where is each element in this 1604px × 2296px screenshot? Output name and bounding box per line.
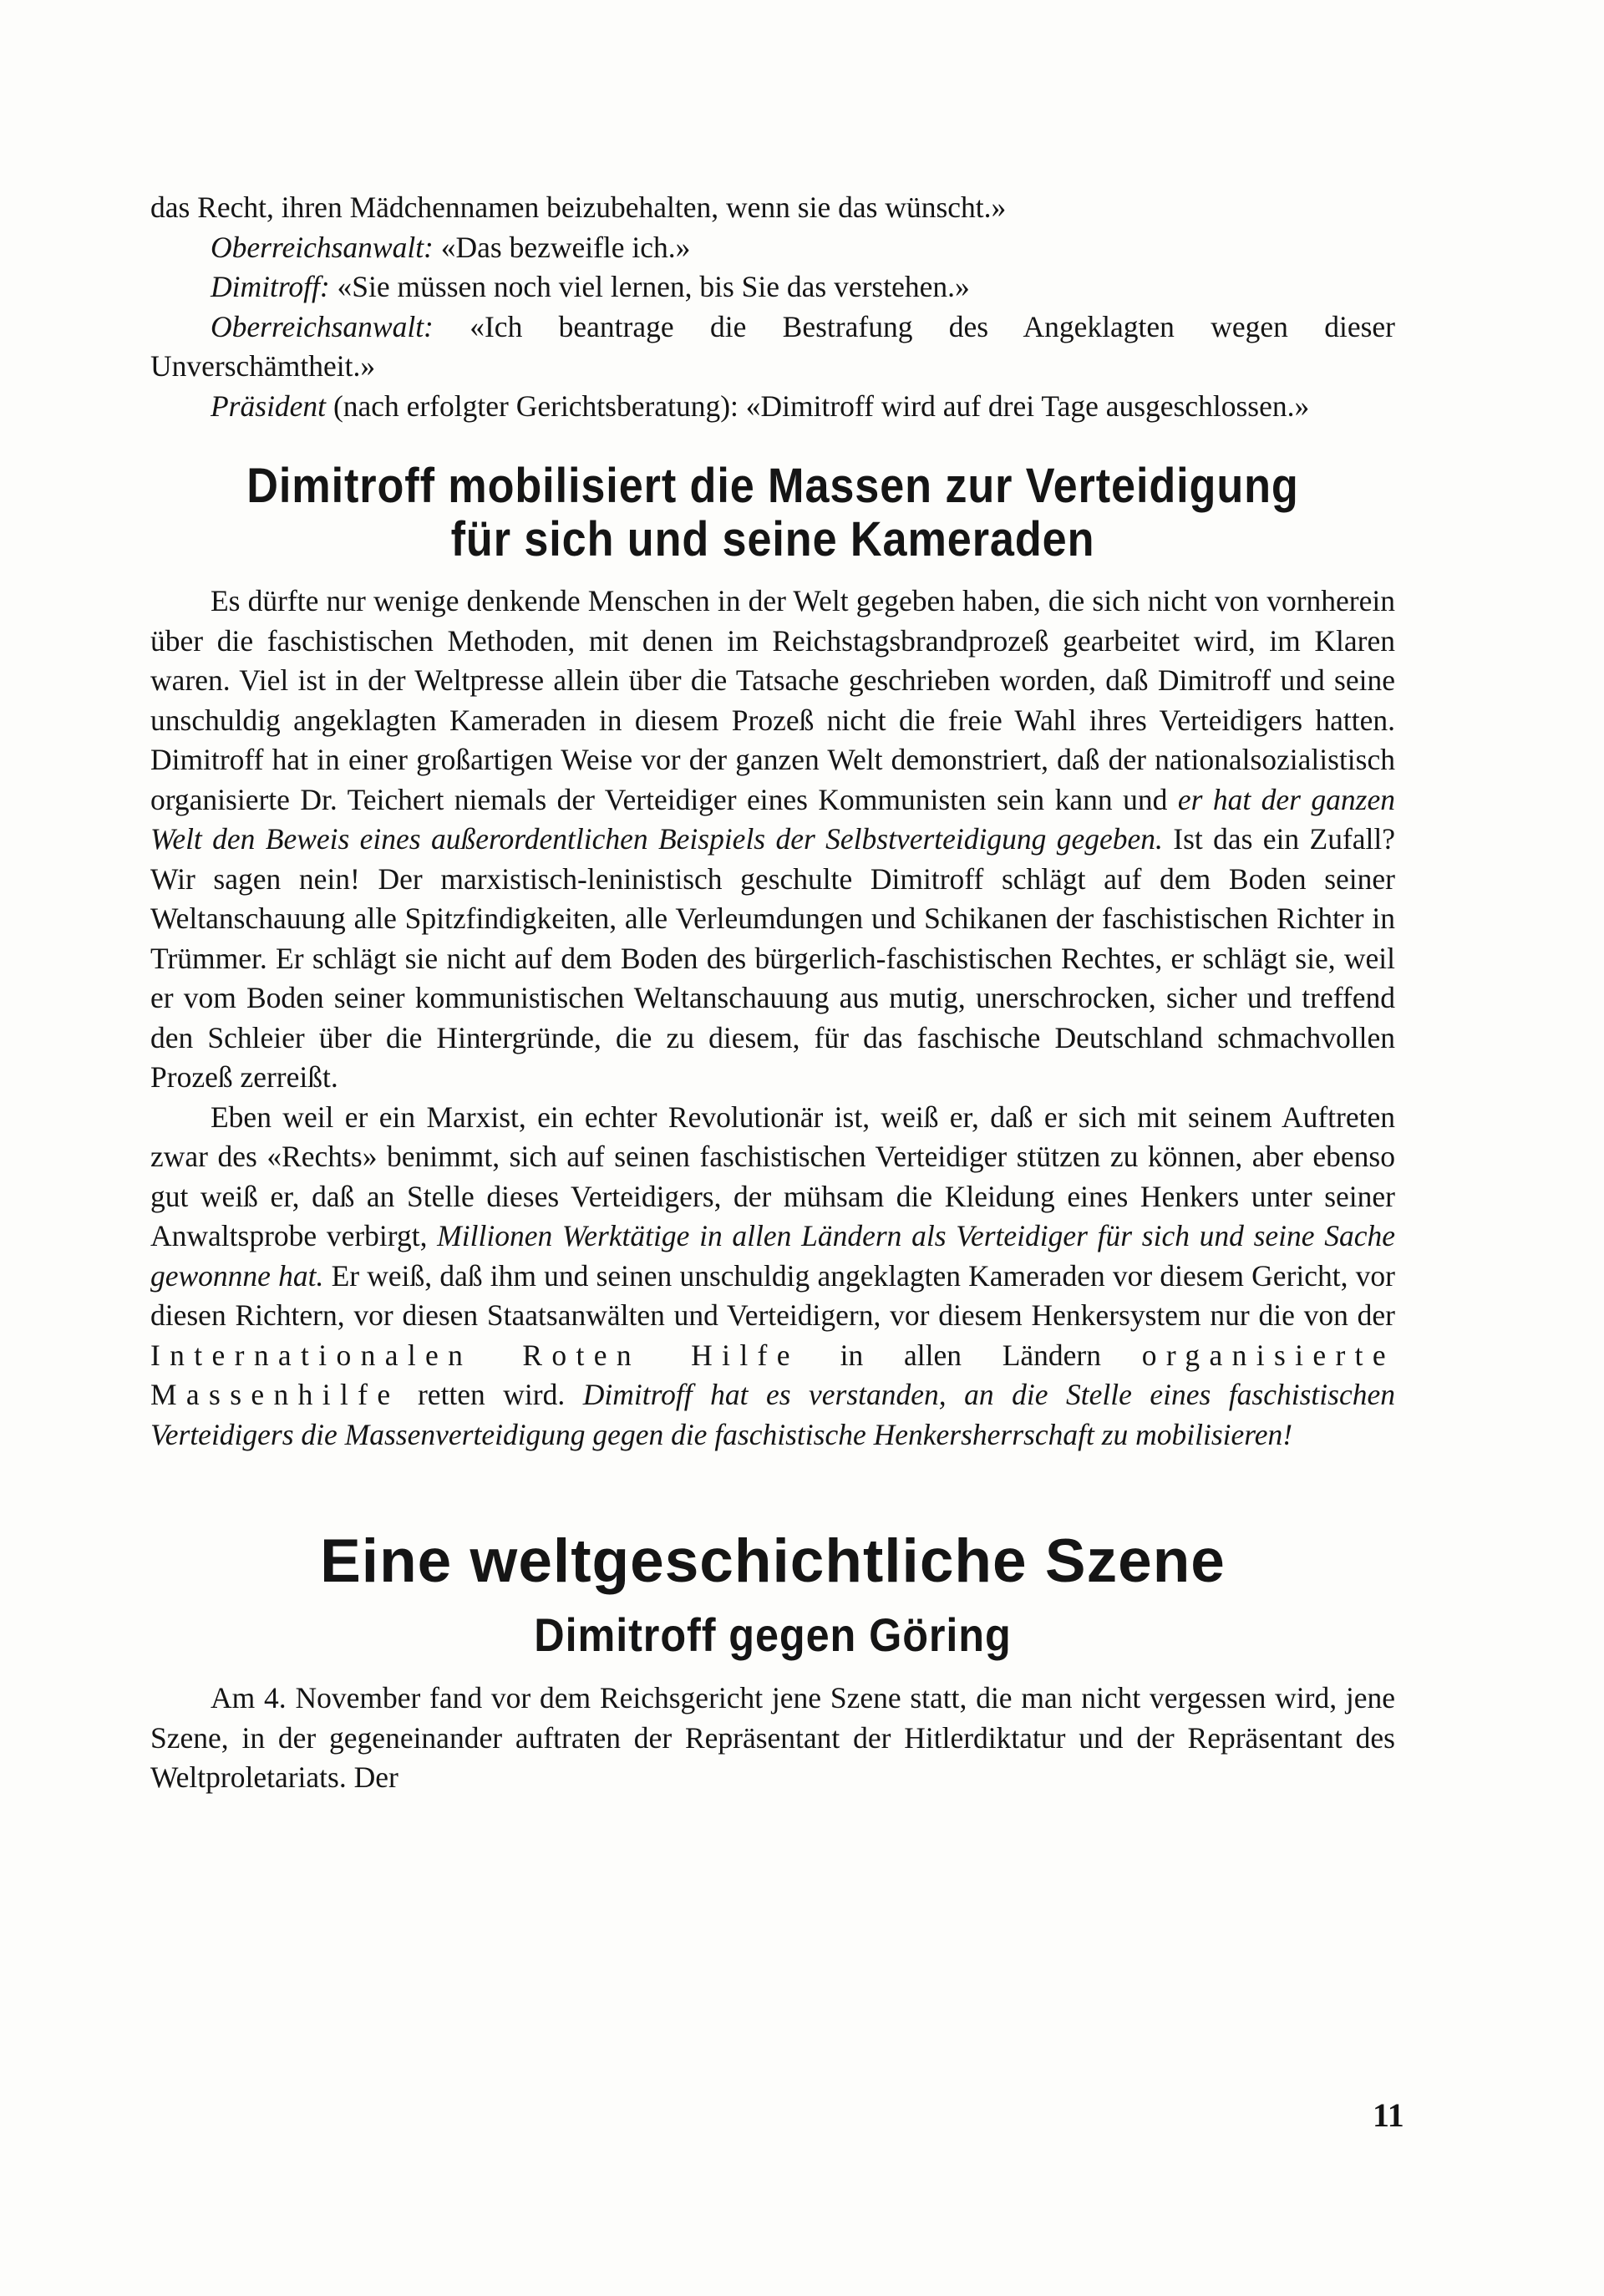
paragraph-text: Eben weil er ein Marxist, ein echter Revolutionär ist, weiß er, daß er sich mit seinem Auftreten zwar des «Rechts» benimmt, sich auf seinen faschistischen Verteidiger stützen zu können, aber ebenso gut weiß er, daß an Stelle dieses Verteidigers, der mühsam die Kleidung eines Henkers unter seiner Anwaltsprobe verbirgt, [150,1100,1395,1252]
section2-subheading: Dimitroff gegen Göring [534,1608,1012,1661]
spaced-emphasis: organisierte Massenhilfe [150,1338,1396,1411]
section1-paragraph-1 [150,582,1395,1098]
section1-paragraph-2 [150,1098,1395,1455]
speaker-label: Oberreichsanwalt: [211,309,434,343]
speaker-label: Präsident [211,389,327,423]
paragraph-text: retten wird. [417,1378,566,1411]
section1-heading-line2: für sich und seine Kameraden [450,512,1095,566]
intro-line [150,188,1395,228]
exchange-text: «Ich beantrage die Bestrafung des Angeklagten wegen dieser Unverschämtheit.» [150,309,1395,383]
paragraph-text: Ist das ein Zufall? Wir sagen nein! Der marxistisch-leninistisch geschulte Dimitroff schlägt auf dem Boden seiner Weltanschauung alle Spitzfindigkeiten, alle Verleumdungen und Schikanen der faschistischen Richter in Trümmer. Er schlägt sie nicht auf dem Boden des bürgerlich-faschistischen Rechtes, er schlägt sie, weil er vom Boden seiner kommunistischen Weltanschauung aus mutig, unerschrocken, sicher und treffend den Schleier über die Hintergründe, die zu diesem, für das faschische Deutschland schmachvollen Prozeß zerreißt. [150,822,1396,1094]
section1-heading-line1: Dimitroff mobilisiert die Massen zur Verteidigung [246,459,1299,513]
exchange-1 [150,228,1395,268]
exchange-2 [150,267,1395,307]
section2-paragraph-1: Am 4. November fand vor dem Reichsgericht jene Szene statt, die man nicht vergessen wird, jene Szene, in der gegeneinander auftraten der Repräsentant der Hitlerdiktatur und der Repräsentant des Weltproletariats. Der [150,1681,1395,1794]
speaker-label: Dimitroff: [211,270,330,303]
paragraph-text: Es dürfte nur wenige denkende Menschen in der Welt gegeben haben, die sich nicht von vornherein über die faschistischen Methoden, mit denen im Reichstagsbrandprozeß gearbeitet wird, im Klaren waren. Viel ist in der Weltpresse allein über die Tatsache geschrieben worden, daß Dimitroff und seine unschuldig angeklagten Kameraden in diesem Prozeß nicht die freie Wahl ihres Verteidigers hatten. Dimitroff hat in einer großartigen Weise vor der ganzen Welt demonstriert, daß der nationalsozialistisch organisierte Dr. Teichert niemals der Verteidiger eines Kommunisten sein kann und [150,584,1395,816]
exchange-4 [150,387,1395,427]
exchange-text: (nach erfolgter Gerichtsberatung): «Dimitroff wird auf drei Tage ausgeschlossen.» [332,389,1310,423]
section1-heading [213,460,1333,566]
section2-heading: Eine weltgeschichtliche Szene [320,1527,1226,1595]
exchange-text: «Das bezweifle ich.» [440,230,691,264]
paragraph-text: in allen Ländern [840,1338,1101,1372]
paragraph-emphasis: Millionen Werktätige in allen Ländern als Verteidiger für sich und seine Sache gewonnne hat. [150,1219,1396,1293]
intro-line-text: das Recht, ihren Mädchennamen beizubehalten, wenn sie das wünscht.» [150,190,1007,224]
paragraph-emphasis: Dimitroff hat es verstanden, an die Stelle eines faschistischen Verteidigers die Massenverteidigung gegen die faschistische Henkersherrschaft zu mobilisieren! [150,1378,1395,1451]
exchange-text: «Sie müssen noch viel lernen, bis Sie das verstehen.» [337,270,970,303]
speaker-label: Oberreichsanwalt: [211,230,434,264]
exchange-3 [150,307,1395,387]
paragraph-emphasis: er hat der ganzen Welt den Beweis eines außerordentlichen Beispiels der Selbstverteidigung gegeben. [150,782,1396,856]
paragraph-text: Er weiß, daß ihm und seinen unschuldig angeklagten Kameraden vor diesem Gericht, vor diesen Richtern, vor diesen Staatsanwälten und Verteidigern, vor diesem Henkersystem nur die von der [150,1258,1396,1332]
document-page [150,188,1395,1798]
page-number: 11 [1373,2096,1404,2134]
spaced-emphasis: Internationalen Roten Hilfe [150,1338,799,1372]
